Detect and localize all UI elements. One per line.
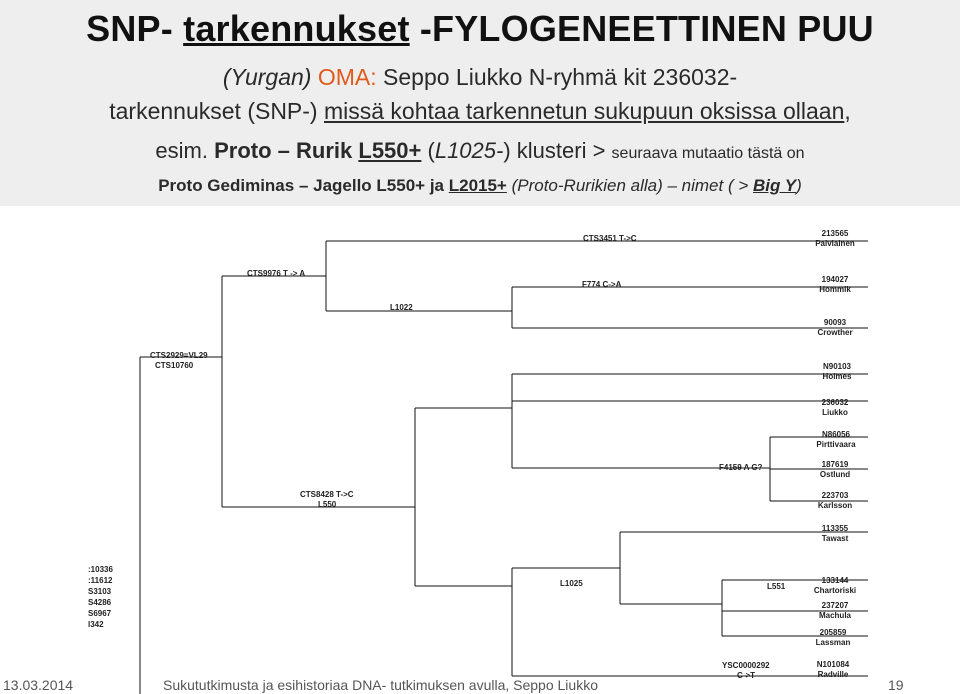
leaf-name: Ostlund: [819, 470, 851, 479]
leaf-label: [820, 460, 850, 479]
text-span: seuraava mutaatio tästä on: [611, 145, 805, 162]
leaf-kit: N101084: [816, 660, 850, 669]
text-span: ,: [844, 98, 851, 124]
root-snp-list: [88, 565, 115, 629]
text-span: L1025-: [434, 138, 504, 163]
text-span: Big Y: [753, 176, 797, 195]
label-line: S4286: [88, 598, 112, 607]
leaf-name: Crowther: [817, 328, 853, 337]
leaf-label: [819, 275, 851, 294]
leaf-label: [819, 601, 852, 620]
label-line: C->T: [737, 671, 755, 680]
text-span: L550+ ja: [376, 176, 449, 195]
subtitle-line-1: [0, 64, 960, 91]
title-part: SNP-: [86, 8, 184, 49]
phylogenetic-tree: [0, 206, 960, 694]
label-line: S6967: [88, 609, 112, 618]
label-line: S3103: [88, 587, 112, 596]
subtitle-line-2: [0, 98, 960, 125]
text-span: L2015+: [448, 176, 507, 195]
node-label-f774: F774 C->A: [582, 280, 622, 289]
leaf-name: Hommik: [819, 285, 851, 294]
leaf-label: [818, 491, 852, 510]
leaf-kit: 213565: [821, 229, 849, 238]
text-span: – nimet ( >: [667, 176, 753, 195]
leaf-name: Palviainen: [815, 239, 855, 248]
slide-header: [0, 0, 960, 206]
leaf-name: Holmes: [822, 372, 852, 381]
text-span: Proto: [214, 138, 278, 163]
leaf-name: Chartoriski: [813, 586, 857, 595]
leaf-kit: N86056: [821, 430, 851, 439]
text-link[interactable]: missä kohtaa tarkennetun sukupuun oksissa ollaan: [323, 98, 845, 124]
label-line: L550: [318, 500, 337, 509]
leaf-kit: 205859: [819, 628, 847, 637]
slide-title: [0, 8, 960, 50]
text-span: Proto Gediminas: [158, 176, 299, 195]
text-span: OMA:: [317, 64, 377, 90]
footer-date: 13.03.2014: [3, 677, 74, 693]
node-label-l1025: L1025: [560, 579, 583, 588]
leaf-kit: 194027: [821, 275, 849, 284]
leaf-label: [823, 362, 852, 381]
leaf-name: Lassman: [815, 638, 851, 647]
label-line: l342: [88, 620, 104, 629]
node-label-f4159: F4159 A G?: [719, 463, 763, 472]
text-span: (: [421, 138, 435, 163]
footer-text: Sukututkimusta ja esihistoriaa DNA- tutkimuksen avulla, Seppo Liukko: [163, 677, 598, 693]
node-label-cts3451: CTS3451 T->C: [583, 234, 637, 243]
label-line: CTS2929=VL29: [150, 351, 208, 360]
text-span: – Rurik: [277, 138, 359, 163]
node-label-ysc0000292: [722, 661, 770, 680]
leaf-kit: 113355: [821, 524, 849, 533]
leaf-kit: 133144: [821, 576, 849, 585]
leaf-name: Machula: [818, 611, 852, 620]
leaf-name: Radville: [817, 670, 849, 679]
leaf-label: [817, 318, 852, 337]
leaf-label: [816, 430, 856, 449]
node-label-cts2929: [150, 351, 208, 370]
leaf-label: [816, 628, 851, 647]
subtitle-line-3: [0, 138, 960, 164]
node-label-l1022: L1022: [390, 303, 413, 312]
leaf-kit: 223703: [821, 491, 849, 500]
page-number: 19: [888, 677, 904, 693]
label-line: CTS10760: [155, 361, 194, 370]
title-part: -FYLOGENEETTINEN PUU: [409, 8, 874, 49]
label-line: :11612: [88, 576, 113, 585]
leaf-label: [822, 524, 849, 543]
text-span: tarkennukset (SNP-): [109, 98, 324, 124]
leaf-name: Karlsson: [817, 501, 853, 510]
text-span: (Proto-Rurikien alla): [506, 176, 668, 195]
label-line: :10336: [88, 565, 113, 574]
leaf-kit: 236032: [821, 398, 849, 407]
node-label-l551: L551: [767, 582, 786, 591]
label-line: YSC0000292: [722, 661, 770, 670]
node-label-cts8428: [300, 490, 354, 509]
leaf-name: Tawast: [821, 534, 849, 543]
text-span: L550+: [358, 138, 422, 163]
leaf-label: [814, 576, 856, 595]
leaf-name: Liukko: [822, 408, 848, 417]
leaf-label: [822, 398, 849, 417]
text-span: (Yurgan): [222, 64, 318, 90]
text-span: ): [796, 176, 802, 195]
leaf-kit: N90103: [822, 362, 852, 371]
text-span: Seppo Liukko N-ryhmä kit 236032-: [376, 64, 738, 90]
text-span: ) klusteri >: [503, 138, 612, 163]
label-line: CTS8428 T->C: [300, 490, 354, 499]
node-label-cts9976: CTS9976 T -> A: [247, 269, 306, 278]
leaf-kit: 237207: [821, 601, 849, 610]
leaf-kit: 90093: [823, 318, 847, 327]
leaf-name: Pirttivaara: [816, 440, 856, 449]
text-span: – Jagello: [298, 176, 377, 195]
leaf-label: [815, 229, 855, 248]
text-span: esim.: [155, 138, 215, 163]
title-link[interactable]: tarkennukset: [183, 8, 410, 49]
leaf-label: [817, 660, 850, 679]
leaf-kit: 187619: [821, 460, 849, 469]
subtitle-line-4: [0, 176, 960, 196]
